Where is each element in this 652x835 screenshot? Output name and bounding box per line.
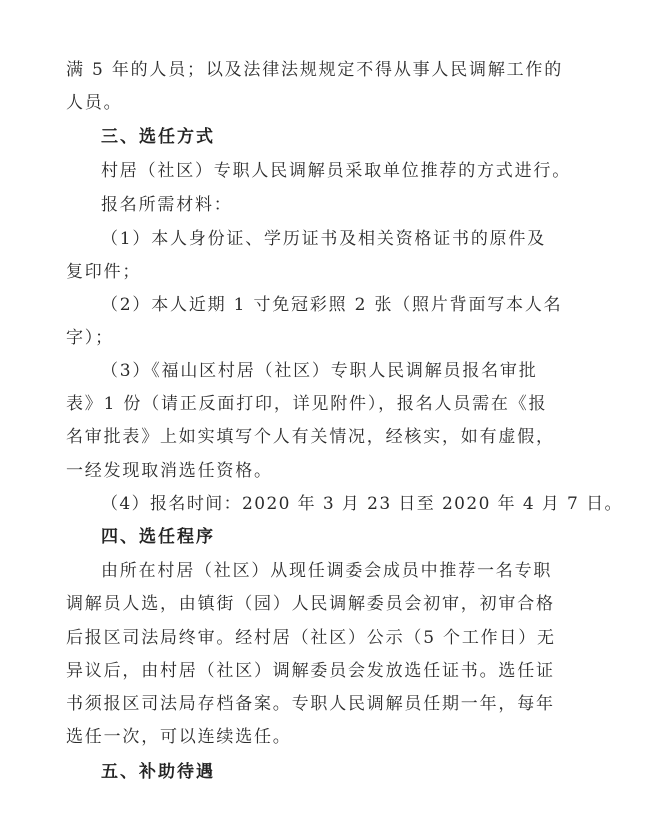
section-heading-4: 四、选任程序 <box>101 527 215 547</box>
text-line-4: 村居（社区）专职人民调解员采取单位推荐的方式进行。 <box>101 161 571 181</box>
text-line-20: 书须报区司法局存档备案。专职人民调解员任期一年，每年 <box>66 694 555 714</box>
text-line-13: 一经发现取消选任资格。 <box>66 461 273 481</box>
text-line-2: 人员。 <box>66 93 123 113</box>
text-line-14: （4）报名时间：2020 年 3 月 23 日至 2020 年 4 月 7 日。 <box>101 494 623 514</box>
text-line-18: 后报区司法局终审。经村居（社区）公示（5 个工作日）无 <box>66 628 556 648</box>
section-heading-3: 三、选任方式 <box>101 127 215 147</box>
text-line-11: 表》1 份（请正反面打印，详见附件），报名人员需在《报 <box>66 394 548 414</box>
text-line-5: 报名所需材料： <box>101 195 233 215</box>
text-line-8: （2）本人近期 1 寸免冠彩照 2 张（照片背面写本人名 <box>101 295 563 315</box>
text-line-9: 字）； <box>66 328 114 348</box>
text-line-16: 由所在村居（社区）从现任调委会成员中推荐一名专职 <box>101 561 553 581</box>
section-heading-5: 五、补助待遇 <box>101 762 215 782</box>
text-line-12: 名审批表》上如实填写个人有关情况，经核实，如有虚假， <box>66 427 555 447</box>
text-line-1: 满 5 年的人员；以及法律法规规定不得从事人民调解工作的 <box>66 60 564 80</box>
text-line-19: 异议后，由村居（社区）调解委员会发放选任证书。选任证 <box>66 661 555 681</box>
text-line-10: （3）《福山区村居（社区）专职人民调解员报名审批 <box>101 361 538 381</box>
text-line-21: 选任一次，可以连续选任。 <box>66 727 292 747</box>
text-line-6: （1）本人身份证、学历证书及相关资格证书的原件及 <box>101 229 547 249</box>
text-line-17: 调解员人选，由镇街（园）人民调解委员会初审，初审合格 <box>66 594 555 614</box>
text-line-7: 复印件； <box>66 262 142 282</box>
